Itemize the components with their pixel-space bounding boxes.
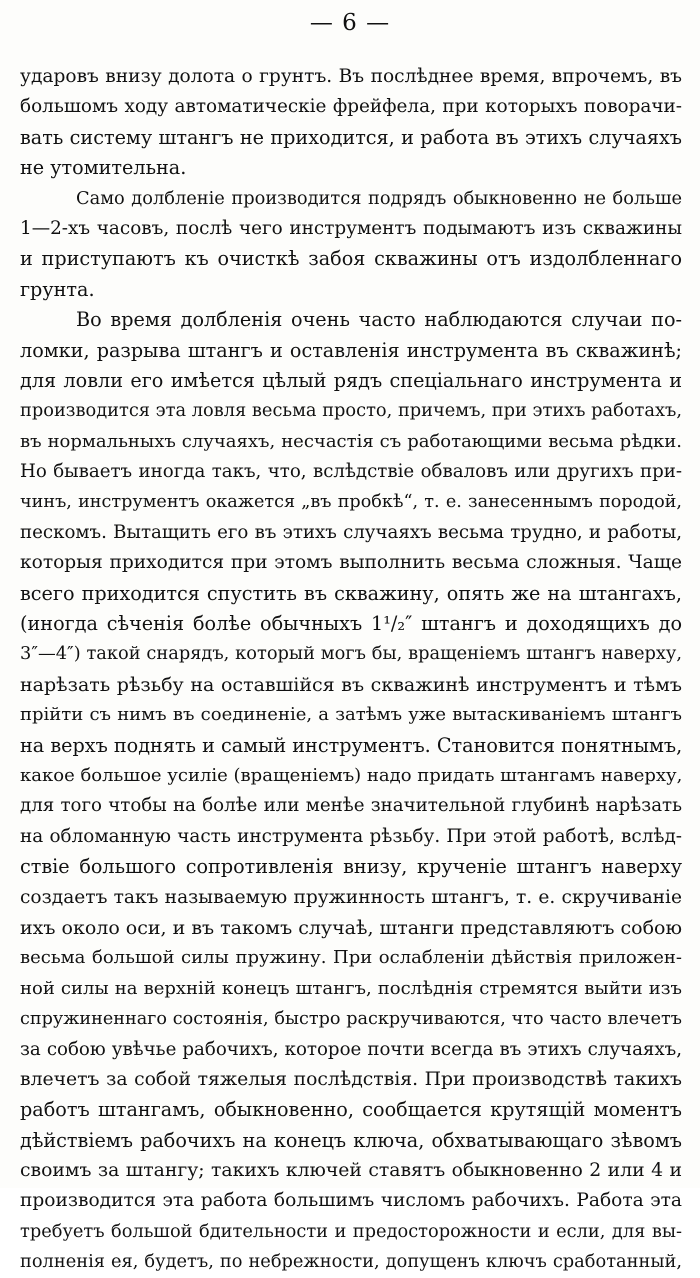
- text-line: Во время долбленія очень часто наблюдаются случаи по-: [76, 308, 682, 332]
- text-line: которыя приходится при этомъ выполнить весьма сложныя. Чаще: [20, 552, 682, 574]
- text-line: за собою увѣчье рабочихъ, которое почти всегда въ этихъ случаяхъ,: [20, 1038, 682, 1060]
- text-line: вать систему штангъ не приходится, и работа въ этихъ случаяхъ: [20, 125, 682, 149]
- text-line: и приступаютъ къ очисткѣ забоя скважины отъ издолбленнаго: [20, 247, 682, 271]
- text-line: производится эта работа большимъ числомъ рабочихъ. Работа эта: [20, 1190, 682, 1212]
- text-line: ломки, разрыва штангъ и оставленія инструмента въ скважинѣ;: [20, 338, 682, 362]
- text-line: требуетъ большой бдительности и предосторожности и если, для вы-: [20, 1220, 682, 1242]
- text-line: на обломанную часть инструмента рѣзьбу. При этой работѣ, вслѣд-: [20, 825, 682, 847]
- text-line: полненія ея, будетъ, по небрежности, допущенъ ключъ сработанный,: [20, 1251, 682, 1273]
- text-line: Само долбленіе производится подрядъ обыкновенно не больше: [76, 187, 682, 209]
- text-line: дѣйствіемъ рабочихъ на конецъ ключа, обхватывающаго зѣвомъ: [20, 1128, 682, 1152]
- body-text: [20, 62, 682, 1278]
- text-line: ной силы на верхній конецъ штангъ, послѣднія стремятся выйти изъ: [20, 977, 682, 999]
- text-line: нарѣзать рѣзьбу на оставшійся въ скважинѣ инструментъ и тѣмъ: [20, 673, 682, 696]
- text-line: чинъ, инструментъ окажется „въ пробкѣ“, т. е. занесеннымъ породой,: [20, 492, 682, 513]
- text-line: работъ штангамъ, обыкновенно, сообщается крутящій моментъ: [20, 1098, 682, 1122]
- text-line: грунта.: [20, 277, 95, 301]
- text-line: какое большое усиліе (вращеніемъ) надо придать штангамъ наверху,: [20, 764, 683, 786]
- text-line: ударовъ внизу долота о грунтъ. Въ послѣднее время, впрочемъ, въ: [20, 66, 682, 87]
- text-line: прійти съ нимъ въ соединеніе, а затѣмъ уже вытаскиваніемъ штангъ: [20, 704, 682, 726]
- text-line: весьма большой силы пружину. При ослабленіи дѣйствія приложен-: [20, 947, 682, 969]
- text-line: (иногда сѣченія болѣе обычныхъ 1¹/₂″ штангъ и доходящихъ до: [20, 612, 682, 636]
- text-line: ихъ около оси, и въ такомъ случаѣ, штанги представляютъ собою: [20, 916, 683, 939]
- text-line: для ловли его имѣется цѣлый рядъ спеціальнаго инструмента и: [20, 368, 682, 392]
- text-line: на верхъ поднять и самый инструментъ. Становится понятнымъ,: [20, 733, 683, 757]
- text-line: большомъ ходу автоматическіе фрейфела, при которыхъ поворачи-: [20, 96, 682, 118]
- text-line: въ нормальныхъ случаяхъ, несчастія съ работающими весьма рѣдки.: [20, 430, 682, 452]
- text-line: создаетъ такъ называемую пружинность штангъ, т. е. скручиваніе: [20, 886, 682, 908]
- text-line: 1—2-хъ часовъ, послѣ чего инструментъ подымаютъ изъ скважины: [20, 217, 682, 239]
- text-line: спружиненнаго состоянія, быстро раскручиваются, что часто влечетъ: [20, 1009, 682, 1030]
- text-line: 3″—4″) такой снарядъ, который могъ бы, вращеніемъ штангъ наверху,: [20, 643, 682, 665]
- text-line: Но бываетъ иногда такъ, что, вслѣдствіе обваловъ или другихъ при-: [20, 461, 682, 483]
- text-line: ствіе большого сопротивленія внизу, крученіе штангъ наверху: [20, 855, 682, 879]
- text-line: не утомительна.: [20, 156, 187, 180]
- text-line: для того чтобы на болѣе или менѣе значительной глубинѣ нарѣзать: [20, 795, 682, 817]
- text-line: своимъ за штангу; такихъ ключей ставятъ обыкновенно 2 или 4 и: [20, 1160, 682, 1182]
- text-line: производится эта ловля весьма просто, причемъ, при этихъ работахъ,: [20, 400, 682, 422]
- text-line: пескомъ. Вытащить его въ этихъ случаяхъ весьма трудно, и работы,: [20, 521, 682, 543]
- text-line: всего приходится спустить въ скважину, опять же на штангахъ,: [20, 581, 682, 605]
- page-number: — 6 —: [309, 10, 391, 36]
- text-line: влечетъ за собой тяжелыя послѣдствія. При производствѣ такихъ: [20, 1068, 682, 1090]
